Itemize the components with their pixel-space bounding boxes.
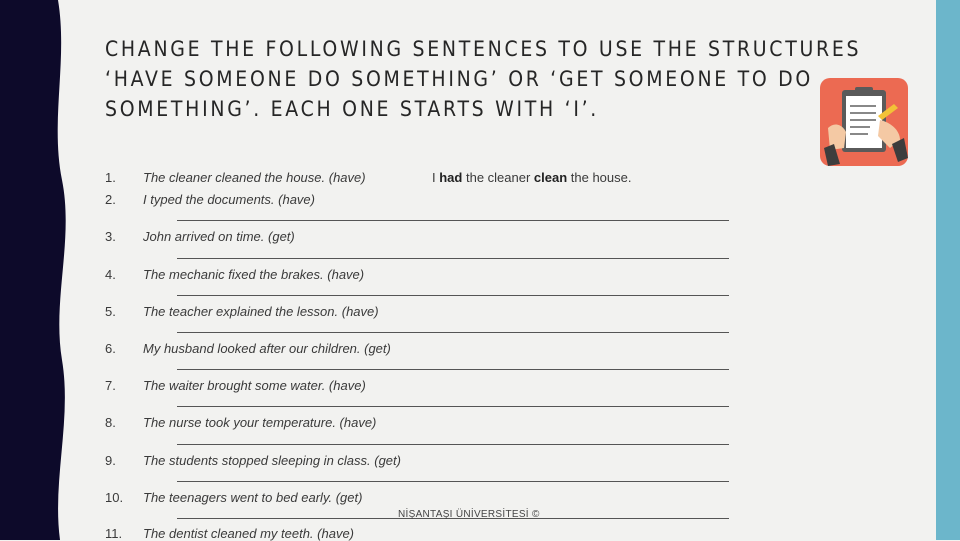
answer-line[interactable] — [177, 444, 729, 445]
instructions-title — [105, 34, 895, 124]
answer-line[interactable] — [177, 332, 729, 333]
example-answer: I had the cleaner clean the house. — [432, 170, 632, 185]
answer-line[interactable] — [177, 258, 729, 259]
item-number: 11. — [105, 526, 123, 541]
answer-line[interactable] — [177, 481, 729, 482]
answer-line[interactable] — [177, 369, 729, 370]
item-number: 8. — [105, 415, 116, 430]
item-number: 7. — [105, 378, 116, 393]
example-bold-had: had — [439, 170, 463, 185]
answer-line[interactable] — [177, 220, 729, 221]
item-sentence: My husband looked after our children. (get) — [143, 341, 391, 356]
item-sentence: The teenagers went to bed early. (get) — [143, 490, 363, 505]
example-bold-clean: clean — [533, 170, 568, 185]
item-sentence: The waiter brought some water. (have) — [143, 378, 366, 393]
item-sentence: John arrived on time. (get) — [143, 229, 295, 244]
title-line: ‘HAVE SOMEONE DO SOMETHING’ OR ‘GET SOMEONE TO DO — [105, 67, 814, 91]
title-line: SOMETHING’. EACH ONE STARTS WITH ‘I’. — [105, 97, 600, 121]
item-sentence: The mechanic fixed the brakes. (have) — [143, 267, 365, 282]
answer-line[interactable] — [177, 406, 729, 407]
item-sentence: The dentist cleaned my teeth. (have) — [143, 526, 355, 541]
item-sentence: The students stopped sleeping in class. (get) — [143, 453, 401, 468]
title-line: CHANGE THE FOLLOWING SENTENCES TO USE THE STRUCTURES — [105, 37, 862, 61]
item-sentence: The cleaner cleaned the house. (have) — [143, 170, 366, 185]
item-number: 10. — [105, 490, 124, 505]
clipboard-checklist-icon — [820, 78, 908, 166]
item-number: 3. — [105, 229, 116, 244]
item-sentence: I typed the documents. (have) — [143, 192, 315, 207]
item-number: 6. — [105, 341, 116, 356]
item-sentence: The nurse took your temperature. (have) — [143, 415, 377, 430]
item-number: 2. — [105, 192, 116, 207]
item-sentence: The teacher explained the lesson. (have) — [143, 304, 379, 319]
right-accent-band — [936, 0, 960, 540]
footer-copyright: NİŞANTAŞI ÜNİVERSİTESİ © — [398, 509, 540, 520]
item-number: 1. — [105, 170, 116, 185]
item-number: 5. — [105, 304, 116, 319]
left-decorative-band — [0, 0, 75, 540]
item-number: 4. — [105, 267, 116, 282]
item-number: 9. — [105, 453, 116, 468]
answer-line[interactable] — [177, 295, 729, 296]
